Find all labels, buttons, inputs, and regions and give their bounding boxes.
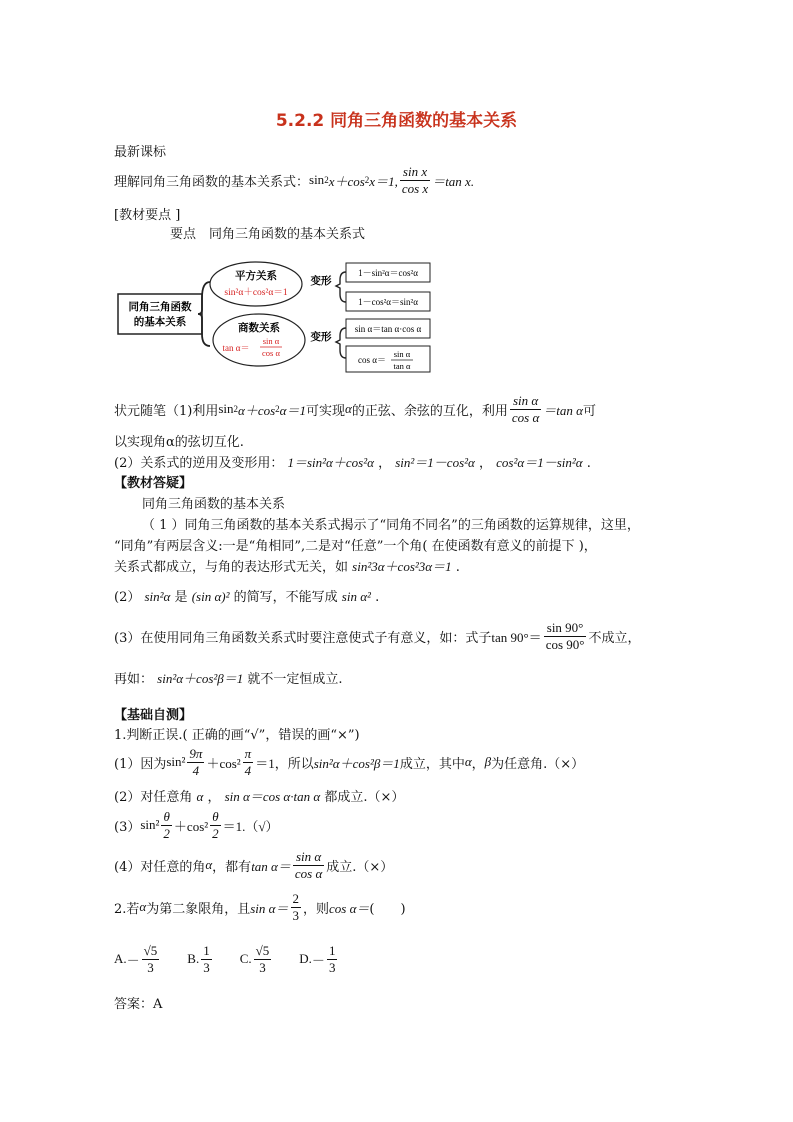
root-box — [118, 294, 202, 334]
formula: sin²α — [144, 589, 171, 604]
text: ，都有 — [212, 859, 252, 875]
qa-text-1: （ 1 ）同角三角函数的基本关系式揭示了“同角不同名”的三角函数的运算规律，这里， — [142, 518, 640, 533]
text: (2）对任意角 — [114, 790, 193, 805]
formula: sin²＝1－cos²α — [395, 455, 475, 470]
formula: sin² — [166, 754, 186, 769]
section-label-standards: 最新课标 — [114, 145, 167, 160]
fraction — [210, 809, 221, 842]
fraction — [201, 943, 212, 976]
denominator: 3 — [292, 907, 299, 923]
formula: sin²α＋cos²β＝1 — [157, 671, 244, 686]
text: 成立，其中 — [399, 756, 465, 772]
question-2-options — [114, 938, 339, 980]
relation-diagram — [114, 258, 434, 376]
qa-text-5 — [114, 616, 640, 656]
text: 可实现 — [306, 403, 346, 419]
formula: sin² — [140, 817, 160, 832]
formula: 1＝sin²α＋cos²α — [287, 455, 374, 470]
denominator: 4 — [244, 762, 252, 778]
square-relation-title: 平方关系 — [235, 270, 277, 282]
formula: α — [196, 789, 204, 804]
fraction — [510, 393, 541, 426]
fraction — [187, 746, 204, 779]
numerator: 1 — [203, 942, 210, 958]
text: ( ) — [369, 901, 406, 917]
formula: sin²3α＋cos²3α＝1 — [352, 559, 452, 574]
denominator: 3 — [259, 959, 266, 975]
text: 的正弦、余弦的互化，利用 — [351, 403, 508, 419]
denominator: cos x — [401, 180, 429, 196]
formula: α — [205, 857, 213, 872]
text: 成立.（×） — [326, 859, 394, 875]
qa-text-3 — [114, 556, 460, 575]
qa-text-2: “同角”有两层含义:一是“角相同”,二是对“任意”一个角( 在使函数有意义的前提下 )， — [114, 539, 597, 554]
formula: sin α＝cos α·tan α — [224, 789, 321, 804]
question-1-item-3 — [114, 806, 279, 844]
textbook-points-heading: [教材要点 ] — [114, 208, 181, 223]
qa-text-6 — [114, 668, 343, 687]
option-b[interactable] — [187, 943, 213, 976]
text: 状元随笔（1)利用 — [114, 403, 219, 419]
denominator: cos α — [294, 865, 323, 881]
transform-label-2: 变形 — [310, 331, 332, 343]
numerator: √5 — [255, 942, 270, 958]
text: (3） — [114, 819, 141, 835]
formula: sin — [218, 401, 234, 416]
formula: ＋cos² — [206, 755, 241, 771]
formula: (sin α)² — [191, 589, 230, 604]
text: 都成立.（×） — [324, 790, 405, 805]
root-label-line2: 的基本关系 — [133, 316, 187, 328]
denominator: 2 — [212, 825, 219, 841]
option-c-label: C. — [239, 951, 252, 966]
brace-small-2 — [336, 328, 346, 358]
option-a-label: A. — [114, 951, 127, 966]
qa-heading: 【教材答疑】 — [114, 476, 193, 491]
formula-text-2: 1－cos²α＝sin²α — [358, 297, 418, 307]
numerator: 9π — [189, 745, 203, 761]
formula: α — [464, 754, 472, 769]
formula-text-3: sin α＝tan α·cos α — [354, 324, 422, 334]
text: ， — [378, 456, 392, 471]
root-label-line1: 同角三角函数 — [128, 301, 192, 313]
formula: tan α＝ — [251, 858, 291, 874]
fraction — [161, 809, 172, 842]
numerator: 1 — [328, 942, 336, 958]
fraction — [243, 746, 254, 779]
text: (3）在使用同角三角函数关系式时要注意使式子有意义，如：式子 — [114, 630, 492, 646]
question-1-item-4 — [114, 846, 393, 884]
text: 的简写，不能写成 — [233, 590, 338, 605]
text: (2） — [114, 590, 141, 605]
formula: cos²α＝1－sin²α — [496, 455, 583, 470]
option-a[interactable] — [114, 943, 161, 976]
fraction — [291, 891, 302, 924]
option-d-label: D. — [299, 951, 312, 966]
text: 就不一定恒成立. — [247, 672, 343, 687]
fraction — [254, 943, 272, 976]
text: . — [455, 560, 460, 575]
denominator: cos α — [511, 409, 540, 425]
numerator: θ — [210, 809, 221, 826]
qa-subheading: 同角三角函数的基本关系 — [142, 497, 286, 512]
quotient-den: cos α — [262, 348, 280, 358]
text: 2.若 — [114, 901, 140, 917]
formula: cos α＝ — [329, 900, 370, 916]
note-line-1: 状元随笔（1)利用 sin 2 α＋cos 2 α＝1 可实现 α 的正弦、余弦的互化，利用 $\frac{\text{sin α}}{\text{cos α}}$ ＝tan α 可 — [114, 392, 596, 425]
numerator: sin 90° — [544, 620, 587, 637]
text: 不成立， — [588, 630, 641, 646]
formula: sin — [309, 172, 325, 187]
formula: sin α＝ — [250, 900, 289, 916]
square-relation-ellipse — [210, 262, 302, 306]
fraction — [293, 849, 324, 882]
text: 是 — [174, 590, 188, 605]
question-2-stem — [114, 888, 406, 926]
option-c[interactable] — [240, 943, 274, 976]
text: . — [375, 590, 380, 605]
fraction — [327, 943, 338, 976]
brace-small-1 — [336, 272, 346, 302]
formula: α — [139, 899, 147, 914]
minus-sign: － — [311, 952, 325, 968]
text: 再如： — [114, 672, 154, 687]
denominator: 3 — [328, 959, 336, 975]
numerator: π — [244, 745, 252, 761]
formula: ＝tan α — [543, 402, 583, 418]
text: ， — [479, 456, 493, 471]
denominator: 3 — [203, 959, 210, 975]
text: (4）对任意的角 — [114, 859, 206, 875]
formula: sin²α＋cos²β＝1 — [313, 755, 400, 771]
note-line-2: 以实现角α的弦切互化. — [114, 435, 244, 450]
formula-4-den: tan α — [393, 361, 411, 371]
formula: sin α² — [341, 589, 371, 604]
quotient-relation-title: 商数关系 — [238, 322, 280, 334]
text: 关系式都成立，与角的表达形式无关，如 — [114, 560, 349, 575]
question-1-stem: 1.判断正误.( 正确的画“√”，错误的画“×”) — [114, 728, 360, 743]
text: . — [586, 456, 591, 471]
numerator: √5 — [143, 942, 158, 958]
brace — [198, 282, 210, 346]
text: 可 — [582, 403, 596, 419]
question-1-item-2 — [114, 786, 404, 805]
denominator: 4 — [192, 762, 200, 778]
minus-sign: － — [126, 952, 140, 968]
qa-text-4 — [114, 586, 379, 605]
option-d[interactable] — [299, 943, 339, 976]
formula: tan 90°＝ — [491, 629, 542, 645]
text: 为第二象限角，且 — [146, 901, 251, 917]
numerator: sin x — [400, 164, 430, 181]
fraction — [544, 620, 587, 653]
formula: x＝1, — [369, 173, 398, 189]
standards-text: 理解同角三角函数的基本关系式： sin 2 x＋cos 2 x＝1, $\frac{\text{sin x}}{\text{cos x}}$ ＝tan x. — [114, 163, 475, 196]
formula: ＋cos² — [173, 818, 209, 834]
formula: α＋cos — [238, 402, 276, 418]
question-1-item-1 — [114, 743, 584, 781]
quotient-lhs: tan α＝ — [222, 343, 250, 353]
formula: ＝tan x. — [432, 173, 475, 189]
denominator: cos 90° — [545, 636, 585, 652]
numerator: sin α — [510, 393, 541, 410]
text: ，所以 — [274, 756, 314, 772]
numerator: 2 — [292, 890, 299, 906]
formula: x＋cos — [328, 173, 365, 189]
denominator: 2 — [163, 825, 170, 841]
formula: ＝1.（√） — [222, 818, 279, 834]
formula: α＝1 — [279, 402, 306, 418]
text: ，则 — [303, 901, 330, 917]
square-relation-formula: sin²α＋cos²α＝1 — [224, 288, 288, 298]
text: ， — [471, 756, 485, 772]
fraction — [142, 943, 160, 976]
formula: α — [345, 401, 352, 416]
text: ， — [207, 790, 221, 805]
note-line-3 — [114, 452, 591, 471]
formula-4-lhs: cos α＝ — [358, 355, 386, 365]
formula-text-1: 1－sin²α＝cos²α — [358, 268, 418, 278]
transform-label-1: 变形 — [310, 275, 332, 287]
numerator: θ — [161, 809, 172, 826]
formula-4-num: sin α — [393, 349, 411, 359]
denominator: 3 — [147, 959, 154, 975]
page-title: 5.2.2 同角三角函数的基本关系 — [275, 111, 518, 131]
numerator: sin α — [293, 849, 324, 866]
formula: β — [484, 754, 492, 769]
formula: ＝1 — [255, 755, 275, 771]
text: (2）关系式的逆用及变形用： — [114, 456, 284, 471]
self-test-heading: 【基础自测】 — [114, 708, 193, 723]
key-point-heading: 要点 同角三角函数的基本关系式 — [170, 227, 366, 242]
option-b-label: B. — [187, 951, 200, 966]
answer-text: 答案：A — [114, 997, 163, 1012]
fraction — [400, 164, 430, 197]
text: 为任意角.（×） — [491, 756, 585, 772]
quotient-num: sin α — [262, 336, 280, 346]
text: 理解同角三角函数的基本关系式： — [114, 174, 310, 190]
text: (1）因为 — [114, 756, 167, 772]
